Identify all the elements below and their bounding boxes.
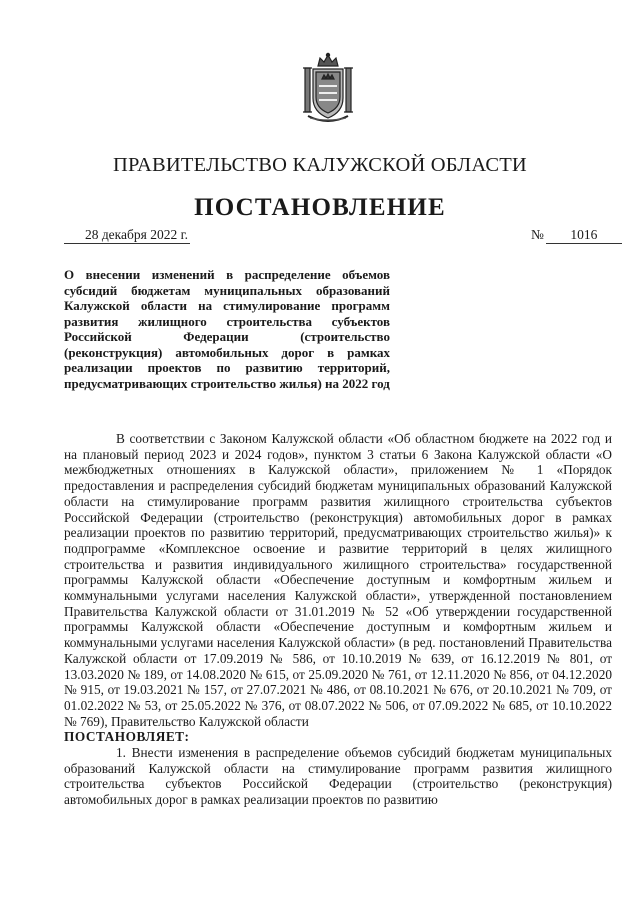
date-value: 28 декабря 2022 г. xyxy=(64,227,190,244)
decree-word: ПОСТАНОВЛЯЕТ: xyxy=(64,729,190,745)
document-body xyxy=(64,431,612,808)
organization-name: ПРАВИТЕЛЬСТВО КАЛУЖСКОЙ ОБЛАСТИ xyxy=(113,154,527,176)
document-date xyxy=(64,227,190,244)
number-value: 1016 xyxy=(546,227,622,244)
preamble-paragraph: В соответствии с Законом Калужской области «Об областном бюджете на 2022 год и на плановый период 2023 и 2024 годов», пунктом 3 статьи 6 Закона Калужской области «О межбюджетных отношениях в Калужской области», приложением № 1 «Порядок предоставления и распределения субсидий бюджетам муниципальных образований Калужской области на стимулирование программ развития жилищного строительства субъектов Российской Федерации (строительство (реконструкция) автомобильных дорог в рамках реализации проектов по развитию территорий, предусматривающих строительство жилья)» к подпрограмме «Комплексное освоение и развитие территорий в целях жилищного строительства и развития индивидуального жилищного строительства» государственной программы Калужской области «Обеспечение доступным и комфортным жильем и коммунальными услугами населения Калужской области», утвержденной постановлением Правительства Калужской области от 31.01.2019 № 52 «Об утверждении государственной программы Калужской области «Обеспечение доступным и комфортным жильем и коммунальными услугами населения Калужской области» (в ред. постановлений Правительства Калужской области от 17.09.2019 № 586, от 10.10.2019 № 639, от 16.12.2019 № 801, от 13.03.2020 № 189, от 14.08.2020 № 615, от 25.09.2020 № 761, от 12.11.2020 № 856, от 04.12.2020 № 915, от 19.03.2021 № 157, от 27.07.2021 № 486, от 08.10.2021 № 676, от 20.10.2021 № 709, от 01.02.2022 № 53, от 25.05.2022 № 376, от 08.07.2022 № 506, от 07.09.2022 № 685, от 10.10.2022 № 769), Правительство Калужской области xyxy=(64,431,612,729)
document-type-title: ПОСТАНОВЛЕНИЕ xyxy=(194,194,446,221)
document-number xyxy=(531,227,622,244)
item-1-paragraph: 1. Внести изменения в распределение объемов субсидий бюджетам муниципальных образований Калужской области на стимулирование программ развития жилищного строительства субъектов Российской Федерации (строительство (реконструкция) автомобильных дорог в рамках реализации проектов по развитию xyxy=(64,745,612,808)
number-label: № xyxy=(531,227,544,242)
document-subject: О внесении изменений в распределение объемов субсидий бюджетам муниципальных образований Калужской области на стимулирование программ развития жилищного строительства субъектов Российской Федерации (строительство (реконструкция) автомобильных дорог в рамках реализации проектов по развитию территорий, предусматривающих строительство жилья) на 2022 год xyxy=(64,267,390,391)
coat-of-arms-icon xyxy=(298,52,358,124)
